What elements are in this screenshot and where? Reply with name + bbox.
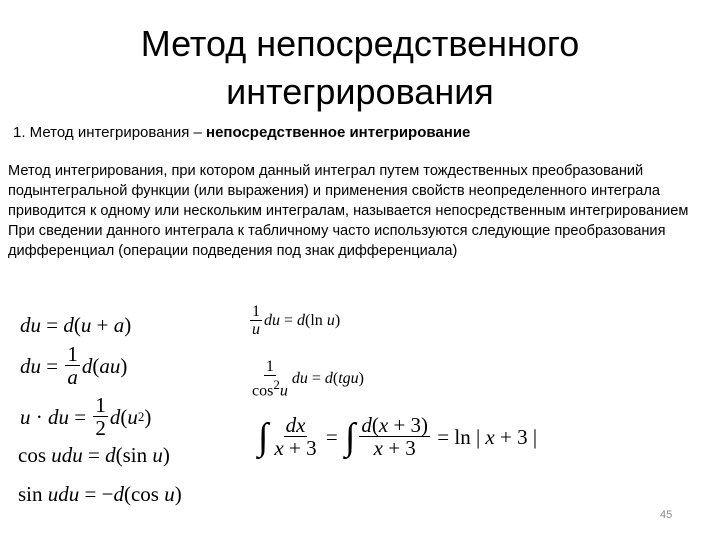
- formula-tg: $\frac{1}{\cos^2u}$ du = d(tgu): [252, 358, 364, 400]
- integral-sign: ∫: [344, 415, 356, 458]
- formula-ln: $\frac{1}{u}$ du = d(ln u): [252, 303, 341, 338]
- integral-sign: ∫: [258, 415, 269, 458]
- formula-cos: cos udu = d (sin u ): [18, 443, 170, 467]
- formula-du-shift: du = d ( u + a ): [20, 313, 132, 337]
- definition-text: [8, 161, 716, 261]
- slide-title-line-1: Метод непосредственного: [140, 23, 580, 64]
- formula-du-scale: du = $\frac{1}{a}$ d ( au ): [20, 342, 128, 389]
- section-heading-prefix: 1. Метод интегрирования –: [13, 124, 207, 141]
- page-number: 45: [660, 509, 673, 521]
- formula-integral-example: ∫ $\frac{dx}{x + 3}$ = ∫ $\frac{d(x + 3)}{x + 3}$ = ln | x + 3 |: [258, 413, 538, 460]
- slide-title: [100, 20, 620, 116]
- formula-sin: sin udu = − d (cos u ): [18, 482, 182, 506]
- section-heading-term: непосредственное интегрирование: [206, 124, 471, 141]
- differential-intro-paragraph: При сведении данного интеграла к табличному часто используются следующие преобразования дифференциал (операции подведения под знак дифференциала): [8, 223, 666, 259]
- definition-paragraph: Метод интегрирования, при котором данный интеграл путем тождественных преобразований подынтегральной функции (или выражения) и применения свойств неопределенного интеграла приводится к одному или нескольким интегралам, называется непосредственным интегрированием: [8, 163, 689, 219]
- slide-title-line-2: интегрирования: [226, 71, 494, 112]
- section-heading: [13, 123, 470, 143]
- formula-u-du: u · du = $\frac{1}{2}$ d ( u 2 ): [20, 393, 152, 440]
